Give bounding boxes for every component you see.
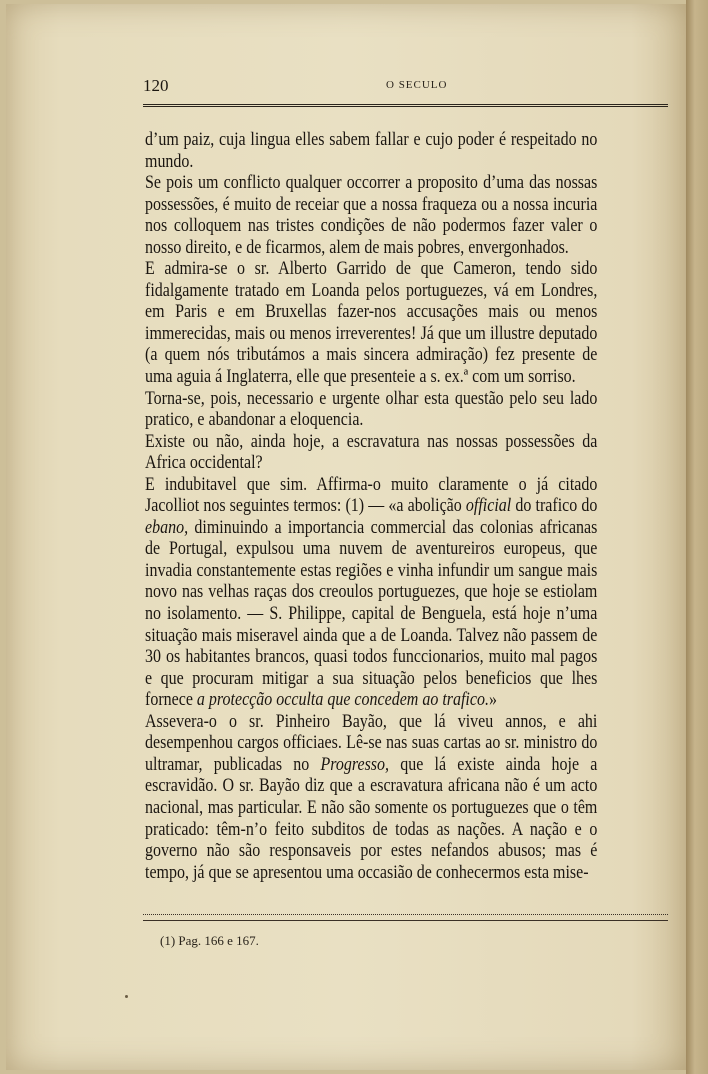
paragraph-6-text-4: »: [488, 689, 497, 711]
footnote-rule: [143, 914, 668, 921]
paragraph-1: d’um paiz, cuja lingua elles sabem fallar e cujo poder é respeitado no mundo.: [145, 129, 598, 172]
page-edge: [686, 0, 708, 1074]
paragraph-6-text-3: diminuindo a importancia commercial das colonias africanas de Portugal, expulsou uma nuvem de aventureiros europeus, que invadia constantemente estas regiões e vinha infundir um sangue mais novo nas velhas raças dos creoulos portuguezes, que hoje se estiolam no isolamento. — S. Philippe, capital de Benguela, está hoje n’uma situação mais miseravel ainda que a de Loanda. Talvez não passem de 30 os habitantes brancos, quasi todos funccionarios, muito mal pagos e que procuram mitigar a sua situação pelos beneficios que lhes fornece: [145, 516, 598, 711]
paragraph-3: E admira-se o sr. Alberto Garrido de que Cameron, tendo sido fidalgamente tratado em Loanda pelos portuguezes, vá em Londres, em Paris e em Bruxellas fazer-nos accusações mais ou menos immerecidas, mais ou menos irreverentes! Já que um illustre deputado (a quem nós tributámos a mais sincera admiração) fez presente de uma aguia á Inglaterra, elle que presenteie a s. ex.ª com um sorriso.: [145, 258, 598, 388]
paragraph-5: Existe ou não, ainda hoje, a escravatura nas nossas possessões da Africa occidental?: [145, 430, 598, 474]
paragraph-7-text-2: que lá existe ainda hoje a escravidão. O sr. Bayão diz que a escravatura africana não é um acto nacional, mas particular. E não são somente os portuguezes que o têm praticado: têm-n’o feito subditos de todas as nações. A nação e o governo não são responsaveis por estes nefandos abusos; mas é tempo, já que se apresentou uma occasião de conhecermos esta mise-: [145, 753, 598, 883]
paragraph-2: Se pois um conflicto qualquer occorrer a proposito d’uma das nossas possessões, é muito de receiar que a nossa fraqueza ou a nossa incuria nos colloquem nas tristes condições de não podermos fazer valer o nosso direito, e de ficarmos, alem de mais pobres, envergonhados.: [145, 172, 598, 258]
page-number: 120: [143, 76, 169, 95]
paragraph-7-italic-progresso: Progresso,: [320, 753, 390, 775]
header-rule: [143, 104, 668, 107]
footnote: (1) Pag. 166 e 167.: [160, 933, 259, 948]
paragraph-6-text-1: E indubitavel que sim. Affirma-o muito claramente o já citado Jacolliot nos seguintes termos: (1) — «a abolição: [145, 473, 598, 517]
paragraph-7-text-1: Assevera-o o sr. Pinheiro Bayão, que lá viveu annos, e ahi desempenhou cargos officiaes. Lê-se nas suas cartas ao sr. ministro do ultramar, publicadas no: [145, 710, 598, 775]
running-head: [143, 76, 668, 96]
paragraph-6-text-2: do trafico do: [511, 495, 598, 517]
paper-speck: [125, 995, 128, 998]
paragraph-6-italic-quote: a protecção occulta que concedem ao trafico.: [196, 689, 489, 711]
paragraph-6-italic-official: official: [465, 495, 512, 517]
running-title: O SECULO: [386, 79, 448, 91]
paragraph-4: Torna-se, pois, necessario e urgente olhar esta questão pelo seu lado pratico, e abandonar a eloquencia.: [145, 387, 598, 431]
body-text: [145, 129, 597, 883]
paragraph-6-italic-ebano: ebano,: [145, 516, 189, 538]
